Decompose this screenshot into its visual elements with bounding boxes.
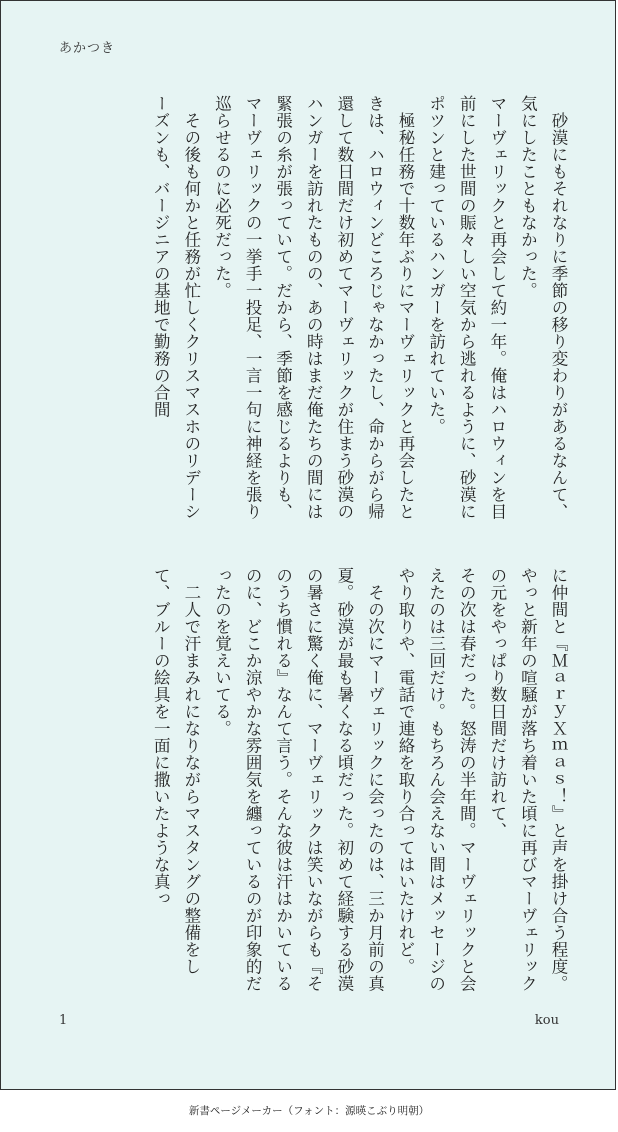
- paragraph: 極秘任務で十数年ぶりにマーヴェリックと再会したときは、ハロウィンどころじゃなかったし、命からがら帰還して数日間だけ初めてマーヴェリックが住まう砂漠のハンガーを訪れたものの、あの時はまだ俺たちの間には緊張の糸が張っていて。だから、季節を感じるよりも、マーヴェリックの一挙手一投足、一言一句に神経を張り巡らせるのに必死だった。: [212, 95, 416, 520]
- text-block-lower: [53, 567, 573, 1007]
- header-title: あかつき: [59, 41, 116, 56]
- paragraph: マーヴェリックと再会して約一年。俺はハロウィンを目前にした世間の賑々しい空気から逃れるように、砂漠にポツンと建っているハンガーを訪れていた。: [426, 95, 507, 520]
- paragraph: その次にマーヴェリックに会ったのは、三か月前の真夏。砂漠が最も暑くなる頃だった。初めて経験する砂漠の暑さに驚く俺に、マーヴェリックは笑いながらも『そのうち慣れる』なんて言う。そんな彼は汗はかいているのに、どこか涼やかな雰囲気を纏っているのが印象的だったのを覚えいてる。: [212, 567, 385, 992]
- paragraph: 二人で汗まみれになりながらマスタングの整備をして、ブルーの絵具を一面に撒いたような真っ: [151, 567, 201, 975]
- paragraph: その次は春だった。怒涛の半年間。マーヴェリックと会えたのは三回だけ。もちろん会えない間はメッセージのやり取りや、電話で連絡を取り合ってはいたけれど。: [396, 567, 477, 992]
- author-name: kou: [534, 1013, 559, 1028]
- paragraph: 砂漠にもそれなりに季節の移り変わりがあるなんて、気にしたこともなかった。: [518, 95, 568, 520]
- paragraph: その後も何かと任務が忙しくクリスマスホのリデーシーズンも、バージニアの基地で勤務の合間: [151, 95, 201, 520]
- footer-credit: 新書ページメーカー（フォント：源暎こぶり明朝）: [188, 1105, 430, 1117]
- page-number: 1: [59, 1013, 68, 1028]
- text-block-upper: [53, 95, 573, 535]
- paragraph: に仲間と『ＭａｒｙＸｍａｓ！』と声を掛け合う程度。やっと新年の喧騒が落ち着いた頃に再びマーヴェリックの元をやっぱり数日間だけ訪れて、: [487, 567, 568, 992]
